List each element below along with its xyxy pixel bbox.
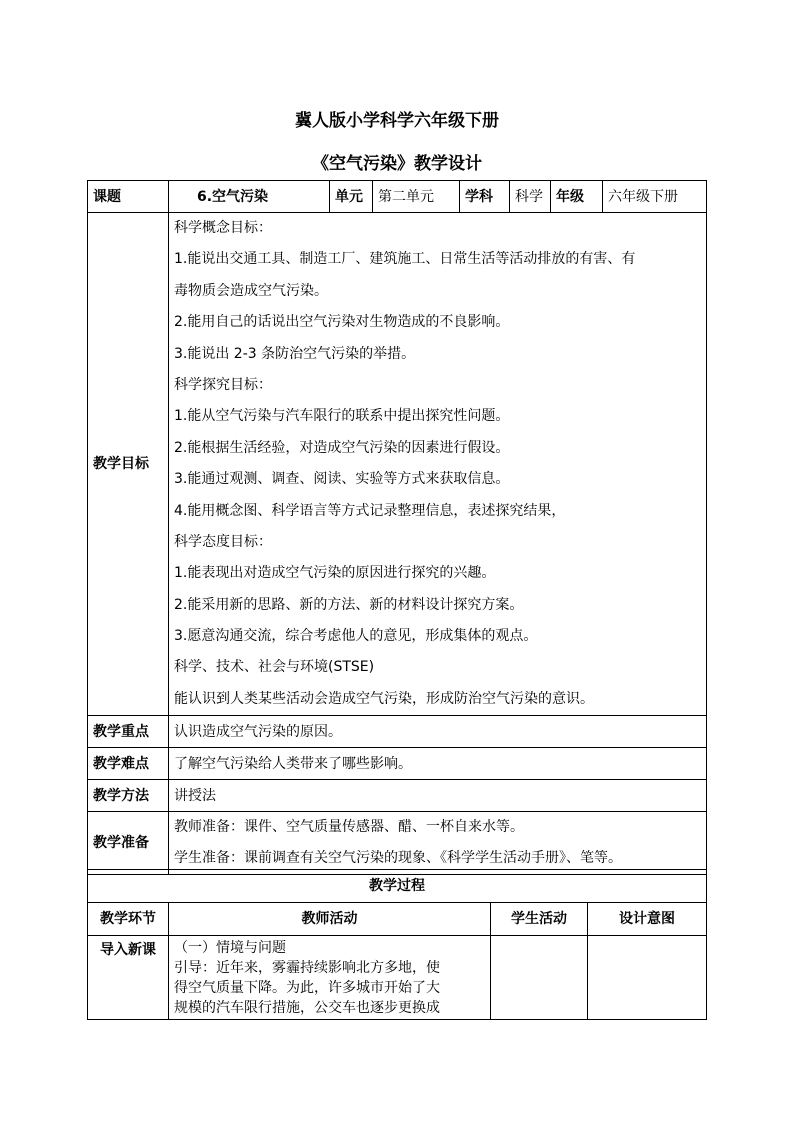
process-heading: 教学过程 [88,870,707,903]
objectives-label: 教学目标 [88,213,169,716]
objective-line: 1.能表现出对造成空气污染的原因进行探究的兴趣。 [174,565,496,582]
objective-line: 2.能根据生活经验，对造成空气污染的因素进行假设。 [174,439,510,456]
subject-value: 科学 [510,181,551,213]
objective-line: 4.能用概念图、科学语言等方式记录整理信息，表述探究结果， [174,502,566,519]
objectives-row [88,213,707,716]
teacher-activity-line: （一）情境与问题 [174,940,286,956]
col-stage: 教学环节 [88,903,169,936]
objective-line: 3.能通过观测、调查、阅读、实验等方式来获取信息。 [174,471,510,488]
method-row [88,780,707,812]
objective-line: 2.能用自己的话说出空气污染对生物造成的不良影响。 [174,314,510,331]
student-preparation: 学生准备：课前调查有关空气污染的现象、《科学学生活动手册》、笔等。 [174,850,622,867]
header-row [88,181,707,213]
unit-label: 单元 [330,181,373,213]
preparation-row [88,812,707,875]
teacher-activity-intro [169,936,491,1020]
subject-label: 学科 [460,181,510,213]
objective-line: 科学、技术、社会与环境(STSE) [174,659,375,676]
objective-line: 3.能说出 2-3 条防治空气污染的举措。 [174,345,416,362]
objective-line: 科学探究目标： [174,376,272,393]
objective-line: 1.能说出交通工具、制造工厂、建筑施工、日常生活等活动排放的有害、有 [174,251,636,268]
objective-line: 能认识到人类某些活动会造成空气污染，形成防治空气污染的意识。 [174,690,594,707]
process-columns-row [88,903,707,936]
col-student-activity: 学生活动 [491,903,588,936]
document-title: 冀人版小学科学六年级下册 [295,111,499,131]
objective-line: 科学态度目标： [174,533,272,550]
difficulties-value: 了解空气污染给人类带来了哪些影响。 [169,748,707,780]
unit-value: 第二单元 [373,181,460,213]
key-points-label: 教学重点 [88,716,169,748]
grade-value: 六年级下册 [603,181,707,213]
objectives-content [169,213,707,716]
teacher-activity-line: 得空气质量下降。为此，许多城市开始了大 [174,980,440,996]
objective-line: 3.愿意沟通交流，综合考虑他人的意见，形成集体的观点。 [174,628,538,645]
teaching-process-table [87,869,707,1020]
topic-value: 6.空气污染 [169,181,330,213]
topic-label: 课题 [88,181,169,213]
col-design-intent: 设计意图 [588,903,707,936]
lesson-info-table [87,180,707,875]
teacher-preparation: 教师准备：课件、空气质量传感器、醋、一杯自来水等。 [174,819,524,836]
stage-intro: 导入新课 [88,936,169,1020]
teacher-activity-line: 引导：近年来，雾霾持续影响北方多地，使 [174,960,440,976]
document-subtitle: 《空气污染》教学设计 [312,154,482,174]
col-teacher-activity: 教师活动 [169,903,491,936]
student-activity-intro [491,936,588,1020]
method-label: 教学方法 [88,780,169,812]
grade-label: 年级 [551,181,603,213]
design-intent-intro [588,936,707,1020]
objective-line: 毒物质会造成空气污染。 [174,282,328,299]
objective-line: 1.能从空气污染与汽车限行的联系中提出探究性问题。 [174,408,510,425]
objective-line: 2.能采用新的思路、新的方法、新的材料设计探究方案。 [174,596,524,613]
difficulties-row [88,748,707,780]
objective-line: 科学概念目标： [174,220,272,236]
preparation-label: 教学准备 [88,812,169,875]
process-heading-row [88,870,707,903]
difficulties-label: 教学难点 [88,748,169,780]
method-value: 讲授法 [169,780,707,812]
teacher-activity-line: 规模的汽车限行措施，公交车也逐步更换成 [174,1000,440,1016]
key-points-row [88,716,707,748]
process-row-intro [88,936,707,1020]
preparation-content [169,812,707,875]
key-points-value: 认识造成空气污染的原因。 [169,716,707,748]
